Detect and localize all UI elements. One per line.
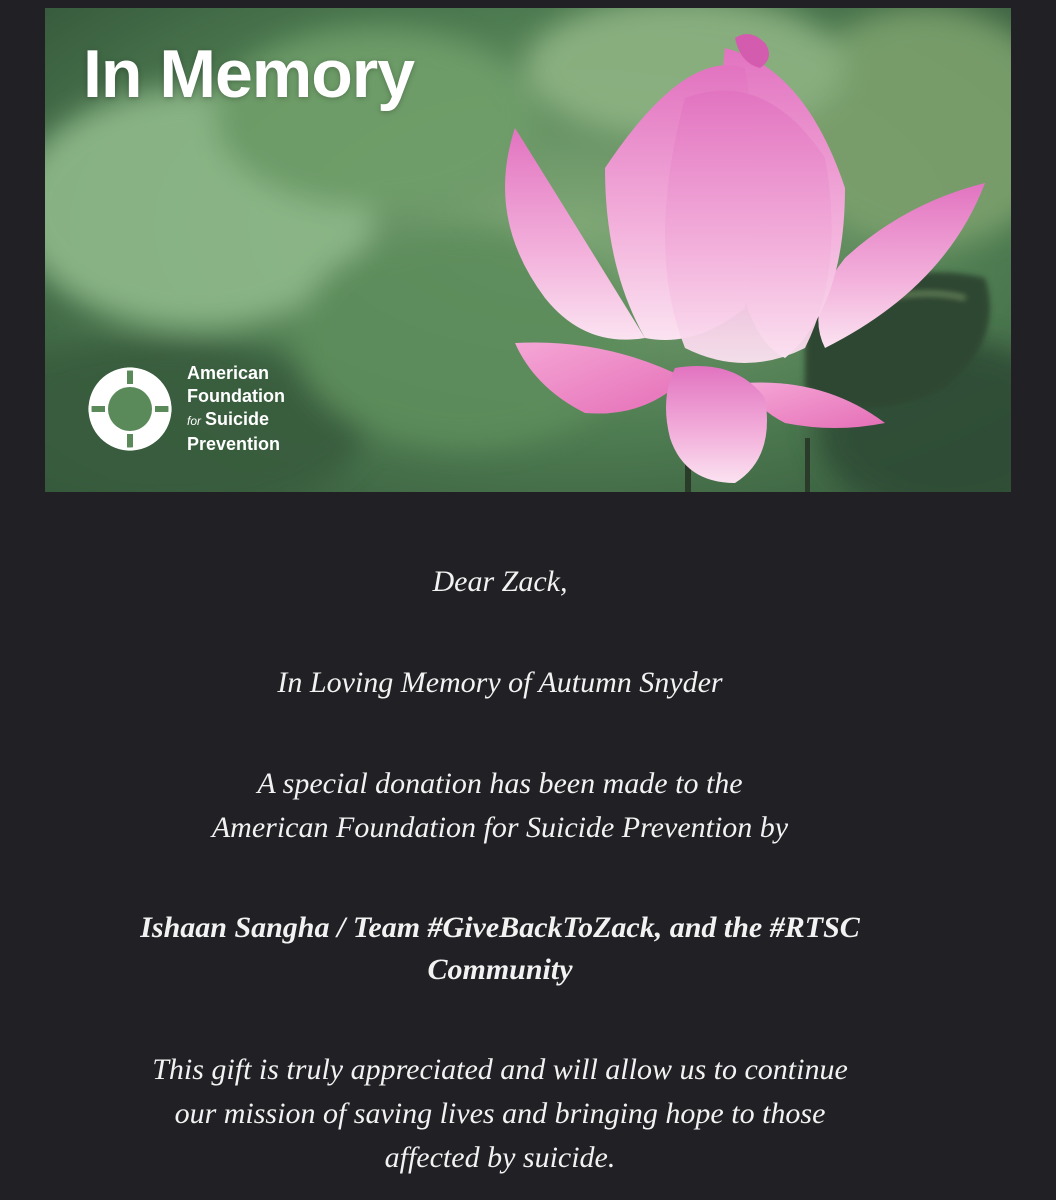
gift-line: our mission of saving lives and bringing hope to those xyxy=(174,1097,826,1130)
memorial-letter xyxy=(0,560,1000,1180)
logo-line-prevention: Prevention xyxy=(187,434,281,454)
donation-line: A special donation has been made to the xyxy=(257,767,743,800)
memory-line: In Loving Memory of Autumn Snyder xyxy=(277,666,723,699)
logo-word-for: for xyxy=(187,414,202,428)
greeting: Dear Zack, xyxy=(432,565,568,598)
donation-line: American Foundation for Suicide Prevention by xyxy=(211,811,789,844)
donation-statement xyxy=(0,762,1000,850)
logo-line-suicide xyxy=(187,408,285,433)
gift-line: This gift is truly appreciated and will allow us to continue xyxy=(152,1053,848,1086)
afsp-logo-text xyxy=(187,362,285,456)
gift-line: affected by suicide. xyxy=(384,1141,616,1174)
donor-line: Ishaan Sangha / Team #GiveBackToZack, and the #RTSC xyxy=(140,911,860,944)
in-memory-banner xyxy=(45,8,1011,492)
donor-names xyxy=(0,907,1000,991)
lifebuoy-icon xyxy=(85,364,175,454)
afsp-logo xyxy=(85,362,285,456)
banner-title: In Memory xyxy=(83,36,415,112)
donor-line: Community xyxy=(427,953,573,986)
logo-line-american: American xyxy=(187,363,270,383)
logo-line-foundation: Foundation xyxy=(187,386,285,406)
logo-word-suicide: Suicide xyxy=(205,409,270,429)
gift-appreciation xyxy=(0,1048,1000,1180)
